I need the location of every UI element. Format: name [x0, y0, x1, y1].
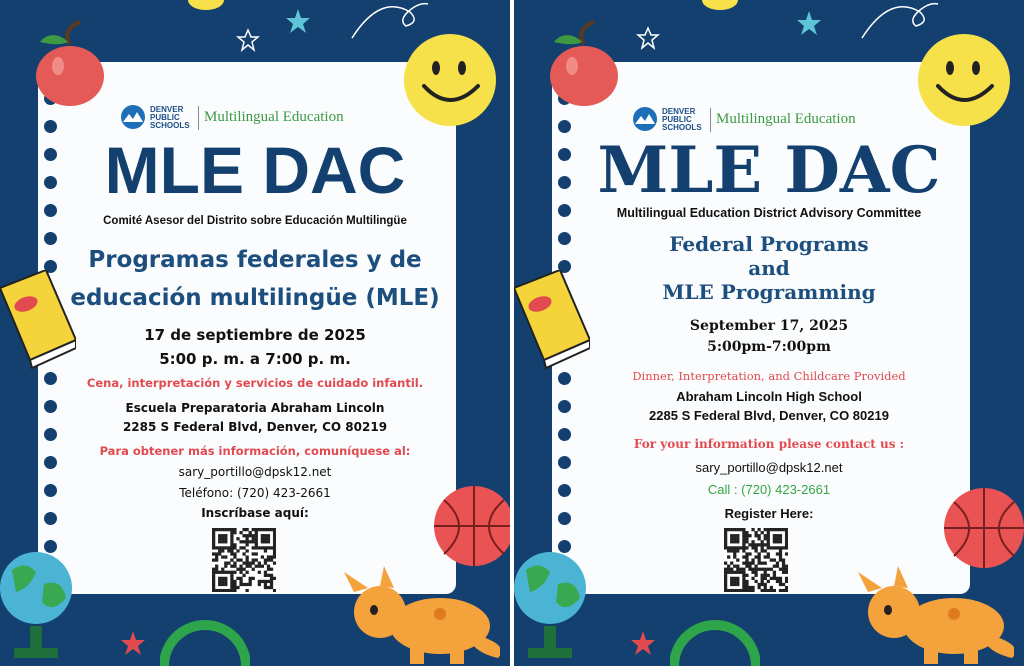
sun-edge-icon — [700, 0, 740, 12]
contact-heading: Para obtener más información, comuníquese al: — [99, 444, 411, 458]
binding-hole — [558, 120, 571, 133]
department-name: Multilingual Education — [204, 109, 344, 125]
event-date: 17 de septiembre de 2025 — [144, 326, 366, 344]
denver-public-schools-logo — [632, 106, 658, 132]
flyer-spanish — [0, 0, 510, 666]
globe-icon — [0, 548, 84, 666]
binding-hole — [44, 120, 57, 133]
sun-edge-icon — [186, 0, 226, 12]
star-icon — [636, 26, 660, 50]
globe-icon — [514, 548, 598, 666]
venue-address: 2285 S Federal Blvd, Denver, CO 80219 — [122, 420, 388, 434]
swirl-icon — [860, 0, 940, 40]
basketball-icon — [940, 484, 1024, 574]
dps-logo-text — [662, 108, 702, 132]
logo-line: SCHOOLS — [150, 121, 190, 130]
department-name: Multilingual Education — [716, 111, 856, 127]
smiley-icon — [400, 30, 500, 130]
event-time: 5:00pm-7:00pm — [707, 339, 831, 355]
contact-phone: Teléfono: (720) 423-2661 — [179, 486, 331, 500]
headline-line-2: and — [748, 256, 790, 280]
services-text: Cena, interpretación y servicios de cuidado infantil. — [86, 376, 424, 390]
dps-logo-text — [150, 106, 190, 130]
logo-line: DENVER — [150, 105, 184, 114]
qr-code-icon[interactable] — [724, 528, 788, 592]
headline-line-2: educación multilingüe (MLE) — [70, 285, 440, 311]
register-label: Register Here: — [724, 506, 814, 521]
apple-icon — [546, 20, 624, 110]
logo-line: PUBLIC — [150, 113, 180, 122]
contact-phone: Call : (720) 423-2661 — [707, 482, 831, 497]
star-icon — [796, 10, 822, 36]
logo-line: SCHOOLS — [662, 123, 702, 132]
star-icon — [236, 28, 260, 52]
logo-divider — [198, 106, 199, 130]
logo-line: DENVER — [662, 107, 696, 116]
register-label: Inscríbase aquí: — [201, 506, 309, 520]
apple-icon — [32, 20, 110, 110]
committee-subtitle: Multilingual Education District Advisory Committee — [616, 206, 922, 220]
headline-line-1: Federal Programs — [669, 232, 869, 256]
event-date: September 17, 2025 — [689, 318, 849, 334]
protractor-icon — [670, 620, 760, 666]
venue-name: Escuela Preparatoria Abraham Lincoln — [125, 401, 385, 415]
event-title: MLE DAC — [104, 133, 406, 207]
services-text: Dinner, Interpretation, and Childcare Provided — [632, 369, 906, 383]
dinosaur-icon — [340, 566, 500, 666]
star-icon — [630, 630, 656, 656]
flyer-english — [514, 0, 1024, 666]
venue-address: 2285 S Federal Blvd, Denver, CO 80219 — [649, 408, 889, 423]
venue-name: Abraham Lincoln High School — [676, 389, 862, 404]
denver-public-schools-logo — [120, 104, 146, 130]
smiley-icon — [914, 30, 1014, 130]
event-time: 5:00 p. m. a 7:00 p. m. — [159, 350, 351, 368]
star-icon — [120, 630, 146, 656]
contact-heading: For your information please contact us : — [633, 437, 905, 451]
dinosaur-icon — [854, 566, 1014, 666]
logo-line: PUBLIC — [662, 115, 692, 124]
headline-line-1: Programas federales y de — [88, 247, 422, 273]
qr-code-icon[interactable] — [212, 528, 276, 592]
committee-subtitle: Comité Asesor del Distrito sobre Educación Multilingüe — [103, 215, 407, 227]
logo-divider — [710, 108, 711, 132]
headline-line-3: MLE Programming — [662, 280, 876, 304]
swirl-icon — [350, 0, 430, 40]
contact-email[interactable]: sary_portillo@dpsk12.net — [178, 465, 332, 479]
protractor-icon — [160, 620, 250, 666]
contact-email[interactable]: sary_portillo@dpsk12.net — [695, 460, 843, 475]
star-icon — [285, 8, 311, 34]
event-title: MLE DAC — [597, 133, 941, 208]
